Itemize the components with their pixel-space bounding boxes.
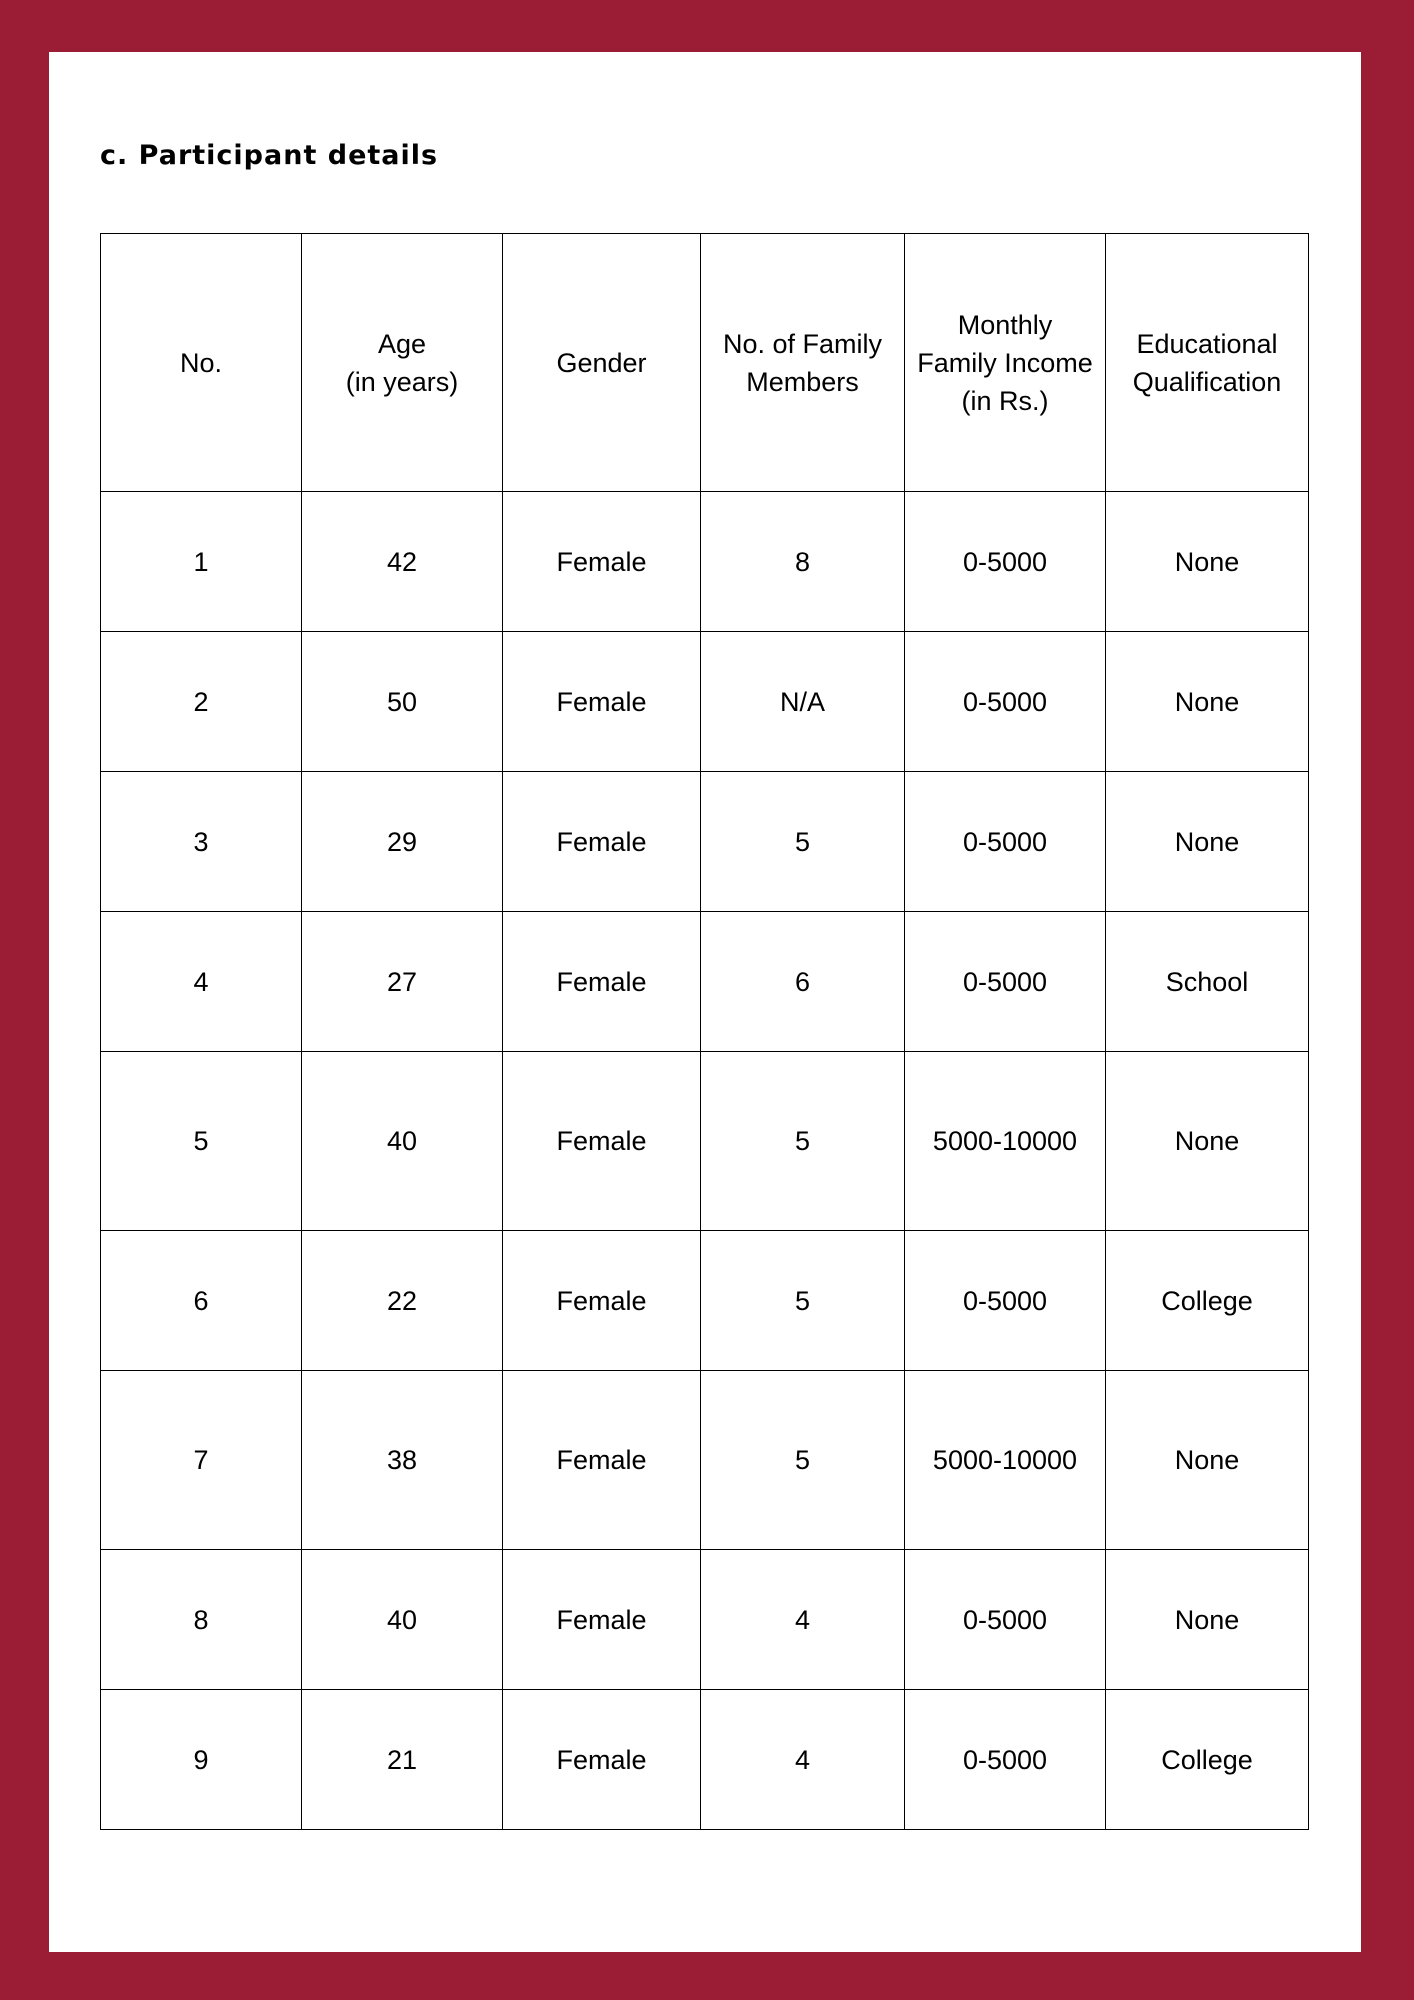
table-cell: 2 bbox=[101, 632, 302, 772]
table-cell: 29 bbox=[302, 772, 503, 912]
table-cell: 8 bbox=[701, 492, 905, 632]
header-label: No. bbox=[179, 347, 223, 378]
table-cell: 0-5000 bbox=[905, 1550, 1106, 1690]
table-cell: 5000-10000 bbox=[905, 1371, 1106, 1550]
table-cell: Female bbox=[503, 1550, 701, 1690]
table-cell: 4 bbox=[701, 1550, 905, 1690]
table-cell: School bbox=[1106, 912, 1309, 1052]
table-cell: 42 bbox=[302, 492, 503, 632]
header-cell-education bbox=[1106, 234, 1309, 492]
table-cell: None bbox=[1106, 772, 1309, 912]
header-label: Monthly Family Income (in Rs.) bbox=[917, 309, 1093, 416]
table-cell: 50 bbox=[302, 632, 503, 772]
table-cell: 6 bbox=[701, 912, 905, 1052]
header-cell-no bbox=[101, 234, 302, 492]
table-cell: 0-5000 bbox=[905, 912, 1106, 1052]
table-cell: 8 bbox=[101, 1550, 302, 1690]
table-cell: 5 bbox=[701, 1052, 905, 1231]
table-cell: College bbox=[1106, 1690, 1309, 1830]
table-cell: 1 bbox=[101, 492, 302, 632]
table-cell: None bbox=[1106, 1550, 1309, 1690]
header-label: Age (in years) bbox=[345, 328, 459, 397]
header-cell-monthly-income bbox=[905, 234, 1106, 492]
table-row bbox=[101, 912, 1309, 1052]
table-row bbox=[101, 1371, 1309, 1550]
header-label: Educational Qualification bbox=[1132, 328, 1282, 397]
table-row bbox=[101, 492, 1309, 632]
table-cell: 0-5000 bbox=[905, 772, 1106, 912]
table-cell: 0-5000 bbox=[905, 1231, 1106, 1371]
table-cell: 27 bbox=[302, 912, 503, 1052]
table-cell: 4 bbox=[101, 912, 302, 1052]
table-cell: 6 bbox=[101, 1231, 302, 1371]
table-cell: 5 bbox=[701, 1371, 905, 1550]
table-cell: 5 bbox=[701, 772, 905, 912]
section-title: c. Participant details bbox=[100, 140, 439, 171]
table-cell: Female bbox=[503, 492, 701, 632]
table-cell: Female bbox=[503, 1052, 701, 1231]
table-cell: Female bbox=[503, 1690, 701, 1830]
table-cell: Female bbox=[503, 632, 701, 772]
header-label: No. of Family Members bbox=[722, 328, 883, 397]
participant-details-table bbox=[100, 233, 1309, 1830]
table-cell: 5000-10000 bbox=[905, 1052, 1106, 1231]
table-cell: 5 bbox=[701, 1231, 905, 1371]
table-cell: Female bbox=[503, 912, 701, 1052]
table-cell: 0-5000 bbox=[905, 1690, 1106, 1830]
table-row bbox=[101, 632, 1309, 772]
table-cell: Female bbox=[503, 1371, 701, 1550]
table-cell: None bbox=[1106, 492, 1309, 632]
table-cell: Female bbox=[503, 772, 701, 912]
table-cell: None bbox=[1106, 632, 1309, 772]
table-cell: 3 bbox=[101, 772, 302, 912]
header-label: Gender bbox=[556, 347, 647, 378]
header-cell-gender bbox=[503, 234, 701, 492]
table-header-row bbox=[101, 234, 1309, 492]
table-row bbox=[101, 1052, 1309, 1231]
table-cell: 4 bbox=[701, 1690, 905, 1830]
table-cell: Female bbox=[503, 1231, 701, 1371]
table-cell: 0-5000 bbox=[905, 492, 1106, 632]
table-cell: None bbox=[1106, 1371, 1309, 1550]
table-cell: 0-5000 bbox=[905, 632, 1106, 772]
table-row bbox=[101, 1550, 1309, 1690]
header-cell-age bbox=[302, 234, 503, 492]
table-cell: 40 bbox=[302, 1052, 503, 1231]
table-cell: 9 bbox=[101, 1690, 302, 1830]
table-row bbox=[101, 772, 1309, 912]
table-row bbox=[101, 1690, 1309, 1830]
table-cell: 5 bbox=[101, 1052, 302, 1231]
table-cell: None bbox=[1106, 1052, 1309, 1231]
table-cell: N/A bbox=[701, 632, 905, 772]
table-row bbox=[101, 1231, 1309, 1371]
table-cell: 40 bbox=[302, 1550, 503, 1690]
table-cell: 22 bbox=[302, 1231, 503, 1371]
header-cell-family-members bbox=[701, 234, 905, 492]
table-cell: 7 bbox=[101, 1371, 302, 1550]
table-cell: 38 bbox=[302, 1371, 503, 1550]
table-cell: 21 bbox=[302, 1690, 503, 1830]
table-cell: College bbox=[1106, 1231, 1309, 1371]
